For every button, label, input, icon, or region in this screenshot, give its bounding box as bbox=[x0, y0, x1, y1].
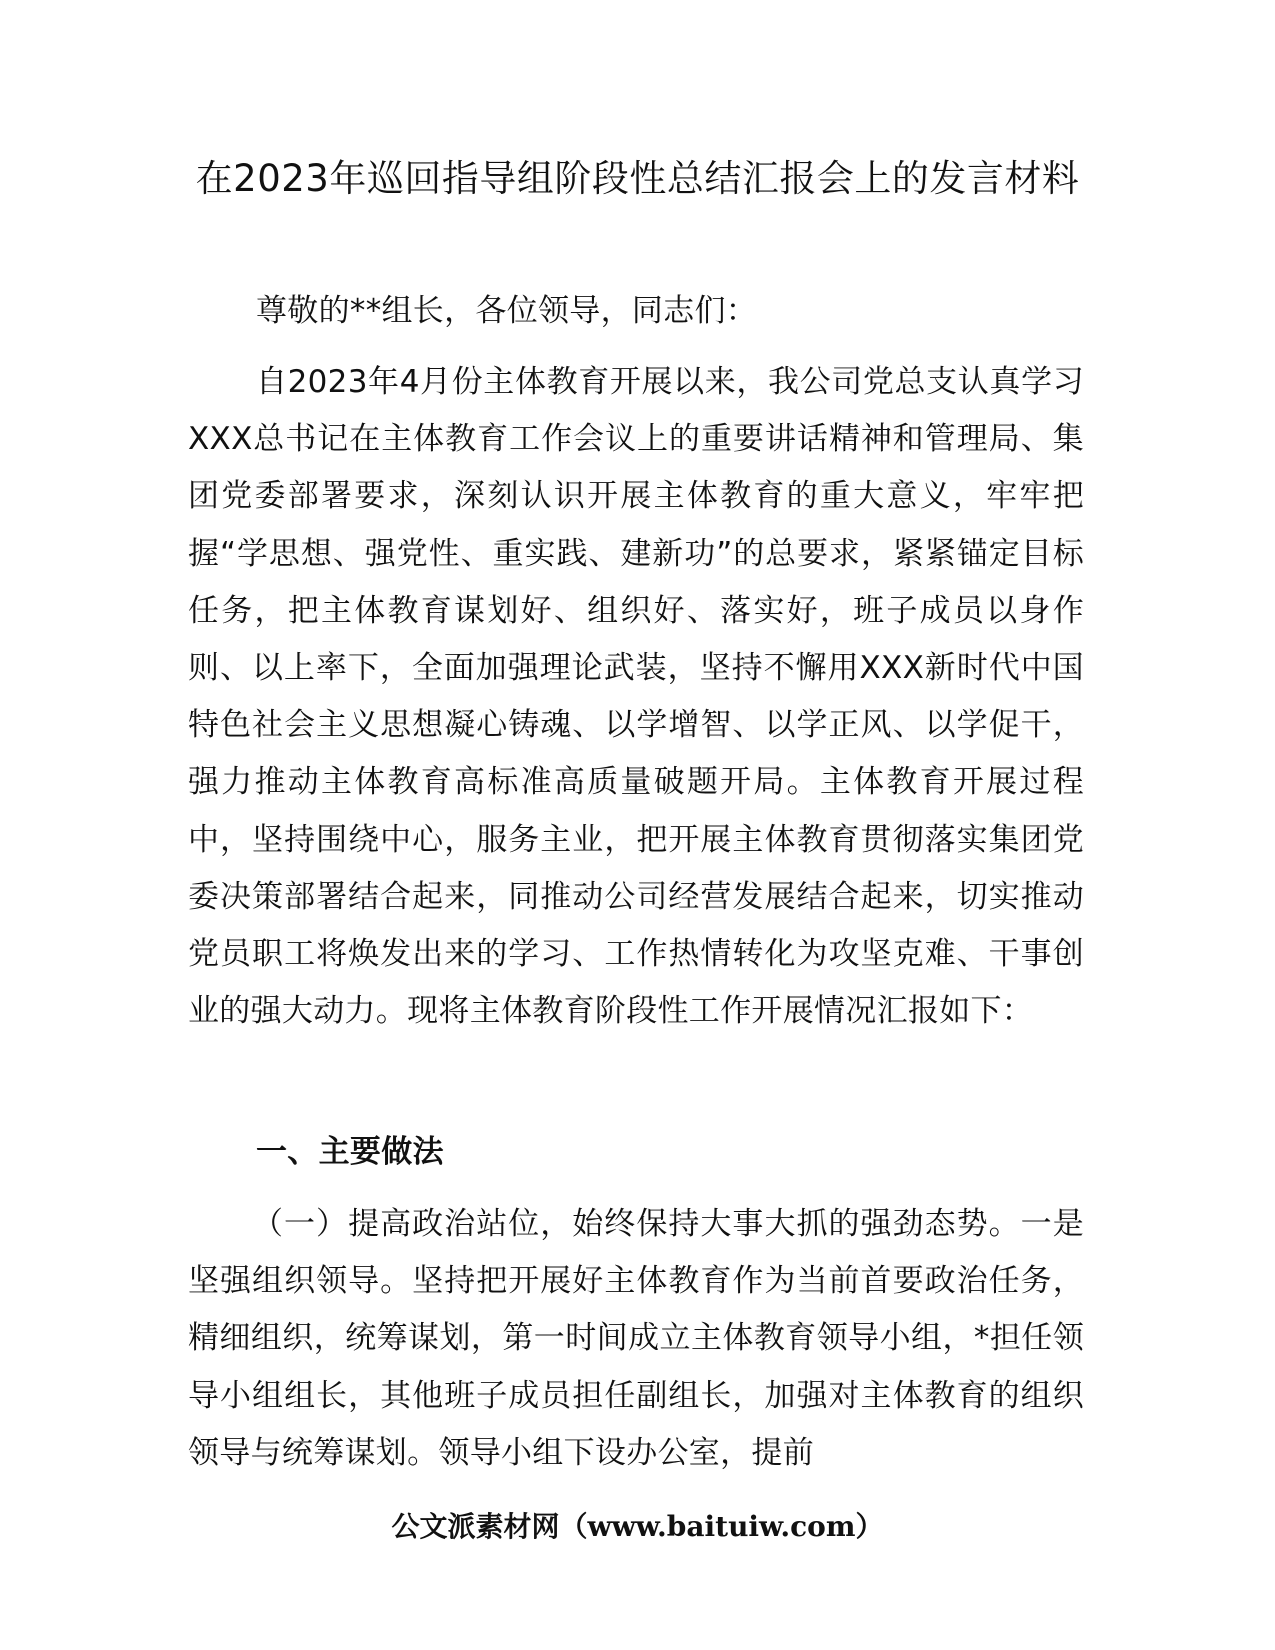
salutation: 尊敬的**组长，各位领导，同志们： bbox=[256, 293, 758, 329]
document-title: 在2023年巡回指导组阶段性总结汇报会上的发言材料 bbox=[195, 157, 1080, 200]
footer-watermark: 公文派素材网（www.baituiw.com） bbox=[391, 1510, 884, 1543]
intro-paragraph: 自2023年4月份主体教育开展以来，我公司党总支认真学习XXX总书记在主体教育工作会议上的重要讲话精神和管理局、集团党委部署要求，深刻认识开展主体教育的重大意义，牢牢把握“学思想、强党性、重实践、建新功”的总要求，紧紧锚定目标任务，把主体教育谋划好、组织好、落实好，班子成员以身作则、以上率下，全面加强理论武装，坚持不懈用XXX新时代中国特色社会主义思想凝心铸魂、以学增智、以学正风、以学促干，强力推动主体教育高标准高质量破题开局。主体教育开展过程中，坚持围绕中心，服务主业，把开展主体教育贯彻落实集团党委决策部署结合起来，同推动公司经营发展结合起来，切实推动党员职工将焕发出来的学习、工作热情转化为攻坚克难、干事创业的强大动力。现将主体教育阶段性工作开展情况汇报如下： bbox=[188, 364, 1084, 1030]
section-heading: 一、主要做法 bbox=[256, 1134, 444, 1170]
body-paragraph: （一）提高政治站位，始终保持大事大抓的强劲态势。一是坚强组织领导。坚持把开展好主体教育作为当前首要政治任务，精细组织，统筹谋划，第一时间成立主体教育领导小组，*担任领导小组组长，其他班子成员担任副组长，加强对主体教育的组织领导与统筹谋划。领导小组下设办公室，提前 bbox=[188, 1206, 1084, 1471]
